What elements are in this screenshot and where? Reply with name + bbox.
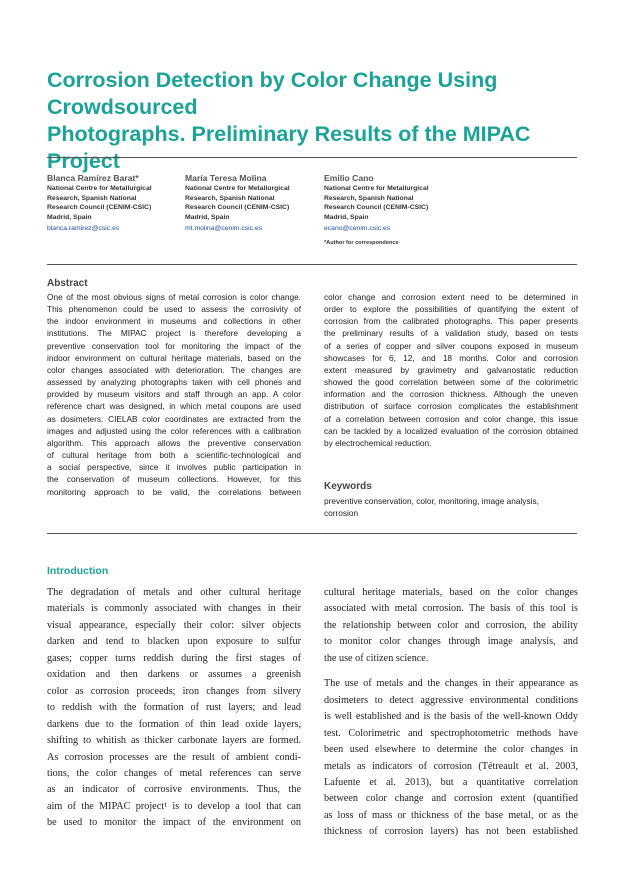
abstract-line: by electrochemical reduction.: [324, 437, 432, 448]
introduction-heading: Introduction: [47, 565, 109, 577]
abstract-line: color change and corrosion extent need to be determined in: [324, 292, 578, 302]
author-affiliation: National Centre for Metallurgical Research, Spanish National Research Council (CENIM-CSIC) Madrid, Spain: [324, 185, 429, 221]
abstract-line: of cultural heritage from both a scientific-technological and: [47, 450, 301, 461]
body-line: color as corrosion proceeds; iron changes from silvery: [47, 685, 301, 697]
abstract-line: distribution of surface corrosion complicates the establishment: [324, 401, 578, 412]
abstract-line: can be tackled by a localized evaluation of the corrosion obtained: [324, 425, 578, 436]
divider-top: [47, 157, 577, 158]
keywords-line: corrosion: [324, 508, 359, 519]
body-line: associated with metal corrosion. The basis of this tool is: [324, 603, 578, 615]
body-line: test. Colorimetric and spectrophotometric methods have: [324, 727, 578, 739]
paper-title: [47, 67, 587, 175]
abstract-line: institutions. The MIPAC project is therefore developing a: [47, 328, 301, 339]
abstract-line: corrosion from the calibrated photographs. This paper presents: [324, 316, 578, 327]
abstract-line: This phenomenon could be used to assess the corrosivity of: [47, 304, 301, 315]
abstract-line: a social perspective, since it involves public participation in: [47, 462, 301, 473]
abstract-line: images and adjusted using the color references with a calibration: [47, 425, 301, 436]
abstract-line: One of the most obvious signs of metal corrosion is color change.: [47, 292, 301, 302]
body-line: is well established and is the basis of the well-known Oddy: [324, 711, 578, 723]
abstract-line: showed the good correlation between some of the colorimetric: [324, 377, 578, 388]
abstract-right-column: [324, 291, 578, 449]
abstract-line: the conservation of museum collections. However, for this: [47, 474, 301, 485]
body-line: the use of citizen science.: [324, 652, 429, 664]
body-line: aim of the MIPAC project¹ is to develop a tool that can: [47, 800, 301, 812]
abstract-line: indoor environment on cultural heritage materials, based on the: [47, 352, 301, 363]
body-line: be used to monitor the impact of the environment on: [47, 817, 301, 829]
abstract-line: of a correlation between corrosion and color change, this issue: [324, 413, 578, 424]
author-name: Emilio Cano: [324, 173, 374, 183]
divider-bottom: [47, 533, 577, 534]
body-line: the relationship between color and corrosion, the ability: [324, 619, 578, 631]
correspondence-note: *Author for correspondence: [324, 240, 399, 247]
keywords-list: [324, 495, 578, 519]
keywords-line: preventive conservation, color, monitoring, image analysis,: [324, 496, 539, 506]
keywords-heading: Keywords: [324, 481, 372, 492]
author-affiliation: National Centre for Metallurgical Research, Spanish National Research Council (CENIM-CSIC) Madrid, Spain: [47, 185, 152, 221]
body-line: visual appearance, especially their color: silver objects: [47, 619, 301, 631]
author-block-1: [47, 172, 182, 234]
title-line-2: Photographs. Preliminary Results of the MIPAC Project: [47, 122, 531, 173]
body-line: The use of metals and the changes in their appearance as: [324, 678, 578, 690]
body-line: tions, the color changes of metal references can serve: [47, 767, 301, 779]
abstract-line: of a series of copper and silver coupons exposed in museum: [324, 340, 578, 351]
body-line: as an indicator of corrosive environments. Thus, the: [47, 784, 301, 796]
abstract-line: extent measured by gravimetry and galvanostatic reduction: [324, 364, 578, 375]
body-line: cultural heritage materials, based on the color changes: [324, 587, 578, 598]
intro-left-column: [47, 585, 301, 832]
abstract-line: the indoor environment in museums and collections in other: [47, 316, 301, 327]
body-line: materials is commonly associated with changes in their: [47, 603, 301, 615]
abstract-heading: Abstract: [47, 278, 88, 289]
body-line: to monitor color changes through image analysis, and: [324, 636, 578, 648]
author-name: María Teresa Molina: [185, 173, 267, 183]
abstract-line: as dosimeters. CIELAB color coordinates are extracted from the: [47, 413, 301, 424]
abstract-line: monitoring approach to be valid, the correlations between: [47, 486, 301, 497]
abstract-line: order to explore the possibilities of quantifying the extent of: [324, 304, 578, 315]
abstract-line: algorithm. This approach allows the preventive conservation: [47, 437, 301, 448]
abstract-line: information and the corrosion thickness. Although the uneven: [324, 389, 578, 400]
title-line-1: Corrosion Detection by Color Change Using Crowdsourced: [47, 68, 498, 119]
abstract-line: assessed by analyzing photographs taken with cell phones and: [47, 377, 301, 388]
body-line: The degradation of metals and other cultural heritage: [47, 587, 301, 598]
body-line: dosimeters to detect aggressive environmental conditions: [324, 694, 578, 706]
body-line: Lafuente et al. 2013), but a quantitative correlation: [324, 776, 578, 788]
author-name: Blanca Ramírez Barat*: [47, 173, 139, 183]
author-block-3: [324, 172, 459, 248]
body-line: oxidation and then darkens or assumes a greenish: [47, 669, 301, 681]
body-line: between color change and corrosion extent (quantified: [324, 793, 578, 805]
body-line: darken and tend to blacken upon exposure to sulfur: [47, 636, 301, 648]
abstract-line: showcases for 6, 12, and 18 months. Color and corrosion: [324, 352, 578, 363]
body-line: been used elsewhere to determine the color changes in: [324, 744, 578, 756]
abstract-line: reference chart was designed, in which metal coupons are used: [47, 401, 301, 412]
author-affiliation: National Centre for Metallurgical Research, Spanish National Research Council (CENIM-CSIC) Madrid, Spain: [185, 185, 290, 221]
body-line: As corrosion processes are the result of ambient condi-: [47, 751, 301, 763]
body-line: shifting to whitish as thicker carbonate layers are formed.: [47, 735, 301, 747]
body-line: to reddish with the formation of rust layers; and lead: [47, 702, 301, 714]
abstract-line: provided by museum visitors and staff through an app. A color: [47, 389, 301, 400]
abstract-line: color changes associated with deterioration. The changes are: [47, 364, 301, 375]
divider-abstract: [47, 264, 577, 265]
author-email[interactable]: blanca.ramirez@csic.es: [47, 225, 120, 233]
author-email[interactable]: ecano@cenim.csic.es: [324, 225, 391, 233]
author-email[interactable]: mt.molina@cenim.csic.es: [185, 225, 263, 233]
abstract-line: preventive conservation tool for monitoring the impact of the: [47, 340, 301, 351]
body-line: darkens due to the formation of thin lead oxide layers,: [47, 718, 301, 730]
body-line: thickness of corrosion layers) has not been established: [324, 826, 578, 838]
abstract-left-column: [47, 291, 301, 498]
abstract-line: the preliminary results of a validation study, based on tests: [324, 328, 578, 339]
author-block-2: [185, 172, 320, 234]
body-line: metals as indicators of corrosion (Tétreault et al. 2003,: [324, 760, 578, 772]
intro-right-column: [324, 585, 578, 841]
body-line: as loss of mass or thickness of the base metal, or as the: [324, 809, 578, 821]
body-line: gases; copper turns reddish during the first stages of: [47, 652, 301, 664]
